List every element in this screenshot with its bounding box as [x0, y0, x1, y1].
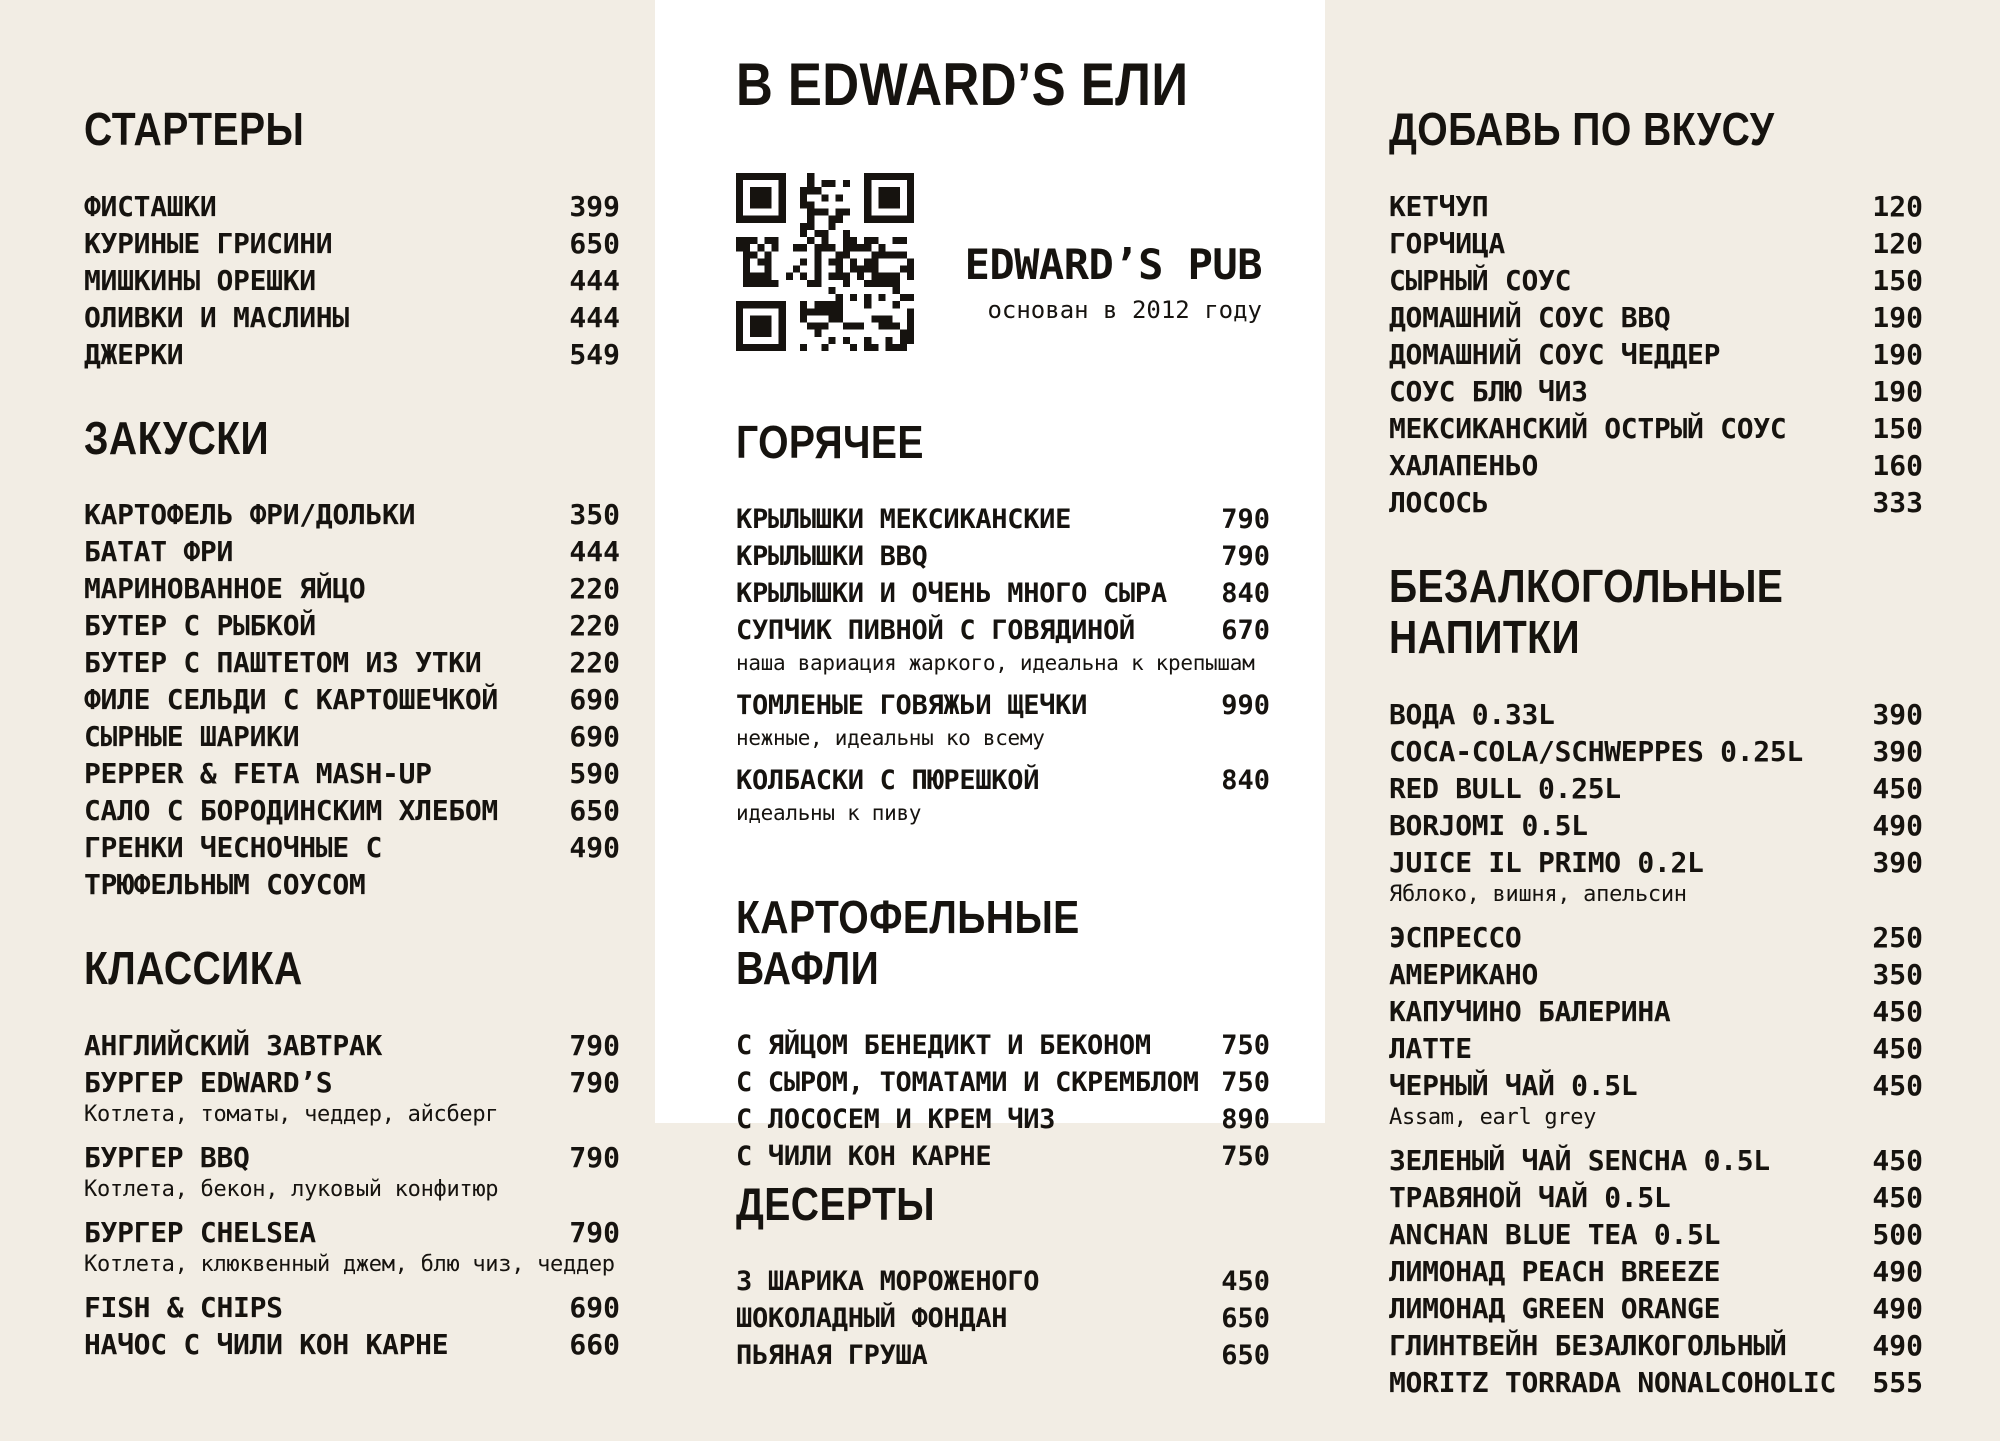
- menu-item: [1389, 1067, 1923, 1131]
- menu-item-row: [1389, 1067, 1923, 1104]
- menu-item: [84, 1289, 620, 1326]
- item-description: Котлета, томаты, чеддер, айсберг: [84, 1101, 499, 1127]
- item-price: 690: [569, 683, 620, 717]
- item-name: БУТЕР С РЫБКОЙ: [84, 609, 316, 643]
- menu-item-row: [1389, 188, 1923, 225]
- menu-item-row: [84, 1326, 620, 1363]
- menu-section: [736, 892, 1270, 1175]
- item-price: 690: [569, 1290, 620, 1324]
- item-price: 450: [1872, 994, 1923, 1028]
- below-sections: [736, 1179, 1270, 1374]
- menu-item-row: [84, 1064, 620, 1101]
- menu-item-row: [1389, 1216, 1923, 1253]
- menu-item: [1389, 1327, 1923, 1364]
- menu-section: [1389, 561, 1923, 1401]
- menu-item-row: [736, 1101, 1270, 1138]
- section-items: [84, 496, 620, 903]
- item-name: БУРГЕР EDWARD’S: [84, 1065, 333, 1099]
- menu-item-row: [1389, 696, 1923, 733]
- menu-item-row: [84, 607, 620, 644]
- item-price: 190: [1872, 337, 1923, 371]
- menu-item: [736, 1027, 1270, 1064]
- menu-item: [736, 612, 1270, 676]
- item-price: 650: [1221, 1339, 1270, 1371]
- menu-item-row: [1389, 1327, 1923, 1364]
- item-name: ТРАВЯНОЙ ЧАЙ 0.5L: [1389, 1180, 1671, 1214]
- item-name: JUICE IL PRIMO 0.2L: [1389, 845, 1704, 879]
- item-name: С СЫРОМ, ТОМАТАМИ И СКРЕМБЛОМ: [736, 1066, 1199, 1098]
- item-price: 220: [569, 572, 620, 606]
- menu-item-row: [84, 1027, 620, 1064]
- item-name: ТОМЛЕНЫЕ ГОВЯЖЬИ ЩЕЧКИ: [736, 689, 1088, 721]
- item-price: 790: [569, 1028, 620, 1062]
- item-price: 840: [1221, 764, 1270, 796]
- item-price: 790: [1221, 540, 1270, 572]
- menu-item-row: [84, 1214, 620, 1251]
- item-description: Assam, earl grey: [1389, 1104, 1597, 1130]
- menu-item: [84, 681, 620, 718]
- item-name: БУТЕР С ПАШТЕТОМ ИЗ УТКИ: [84, 646, 482, 680]
- menu-item: [1389, 447, 1923, 484]
- item-name: КРЫЛЫШКИ И ОЧЕНЬ МНОГО СЫРА: [736, 577, 1167, 609]
- item-name: С ЛОСОСЕМ И КРЕМ ЧИЗ: [736, 1103, 1056, 1135]
- item-description: Котлета, бекон, луковый конфитюр: [84, 1176, 499, 1202]
- menu-item: [736, 687, 1270, 751]
- item-name: ВОДА 0.33L: [1389, 697, 1555, 731]
- menu-item-row: [1389, 262, 1923, 299]
- item-name: СОУС БЛЮ ЧИЗ: [1389, 374, 1588, 408]
- item-description: Котлета, клюквенный джем, блю чиз, чеддер: [84, 1251, 615, 1277]
- menu-item: [1389, 336, 1923, 373]
- menu-item: [1389, 1142, 1923, 1179]
- item-name: MORITZ TORRADA NONALCOHOLIC: [1389, 1365, 1837, 1399]
- menu-item-row: [736, 612, 1270, 649]
- right-column: [1389, 0, 1923, 1441]
- item-price: 490: [1872, 808, 1923, 842]
- menu-item-row: [1389, 336, 1923, 373]
- menu-item-row: [736, 762, 1270, 799]
- item-name: БАТАТ ФРИ: [84, 535, 234, 569]
- item-name: КРЫЛЫШКИ МЕКСИКАНСКИЕ: [736, 503, 1072, 535]
- menu-item: [736, 1300, 1270, 1337]
- menu-item-row: [84, 299, 620, 336]
- item-price: 450: [1872, 1143, 1923, 1177]
- menu-item: [1389, 993, 1923, 1030]
- menu-item-row: [1389, 844, 1923, 881]
- menu-item-row: [736, 501, 1270, 538]
- menu-item: [1389, 919, 1923, 956]
- item-price: 444: [569, 300, 620, 334]
- item-price: 690: [569, 720, 620, 754]
- item-price: 444: [569, 263, 620, 297]
- item-name: BORJOMI 0.5L: [1389, 808, 1588, 842]
- section-title: БЕЗАЛКОГОЛЬНЫЕ НАПИТКИ: [1389, 559, 1784, 664]
- menu-item: [1389, 696, 1923, 733]
- left-column: [84, 0, 620, 1403]
- item-price: 150: [1872, 411, 1923, 445]
- item-price: 750: [1221, 1140, 1270, 1172]
- section-items: [736, 501, 1270, 826]
- menu-item: [736, 1337, 1270, 1374]
- item-name: БУРГЕР CHELSEA: [84, 1215, 316, 1249]
- item-name: АНГЛИЙСКИЙ ЗАВТРАК: [84, 1028, 383, 1062]
- item-price: 450: [1872, 1031, 1923, 1065]
- item-name: ДЖЕРКИ: [84, 337, 184, 371]
- menu-item: [84, 1139, 620, 1203]
- menu-item: [736, 1263, 1270, 1300]
- item-name: С ЯЙЦОМ БЕНЕДИКТ И БЕКОНОМ: [736, 1029, 1151, 1061]
- item-name: КЕТЧУП: [1389, 189, 1489, 223]
- menu-item-row: [84, 225, 620, 262]
- menu-item-row: [84, 533, 620, 570]
- menu-item-row: [1389, 1179, 1923, 1216]
- qr-brand-row: [736, 173, 1270, 351]
- section-title: СТАРТЕРЫ: [84, 103, 305, 155]
- menu-item: [1389, 1253, 1923, 1290]
- item-price: 444: [569, 535, 620, 569]
- menu-section: [84, 104, 620, 373]
- item-name: ГЛИНТВЕЙН БЕЗАЛКОГОЛЬНЫЙ: [1389, 1328, 1787, 1362]
- menu-item: [84, 644, 620, 681]
- item-name: СЫРНЫЕ ШАРИКИ: [84, 720, 300, 754]
- item-price: 790: [1221, 503, 1270, 535]
- menu-item-row: [84, 1289, 620, 1326]
- menu-item: [1389, 484, 1923, 521]
- menu-item-row: [1389, 225, 1923, 262]
- item-price: 390: [1872, 697, 1923, 731]
- item-price: 590: [569, 757, 620, 791]
- menu-item: [84, 792, 620, 829]
- menu-item-row: [736, 575, 1270, 612]
- menu-item: [1389, 1216, 1923, 1253]
- item-name: МЕКСИКАНСКИЙ ОСТРЫЙ СОУС: [1389, 411, 1787, 445]
- item-price: 220: [569, 646, 620, 680]
- item-description: идеальны к пиву: [736, 800, 922, 825]
- item-price: 490: [569, 831, 620, 865]
- item-price: 549: [569, 337, 620, 371]
- item-price: 160: [1872, 448, 1923, 482]
- menu-item-row: [84, 262, 620, 299]
- menu-section: [736, 417, 1270, 826]
- menu-item: [84, 188, 620, 225]
- center-column: [655, 0, 1325, 1414]
- item-name: ЧЕРНЫЙ ЧАЙ 0.5L: [1389, 1068, 1638, 1102]
- menu-item-row: [736, 1138, 1270, 1175]
- item-name: ПЬЯНАЯ ГРУША: [736, 1339, 928, 1371]
- menu-item-row: [1389, 1364, 1923, 1401]
- item-price: 220: [569, 609, 620, 643]
- menu-item-row: [1389, 919, 1923, 956]
- item-name: СЫРНЫЙ СОУС: [1389, 263, 1572, 297]
- item-name: САЛО С БОРОДИНСКИМ ХЛЕБОМ: [84, 794, 498, 828]
- right-sections: [1389, 104, 1923, 1401]
- menu-item: [84, 607, 620, 644]
- item-name: КАПУЧИНО БАЛЕРИНА: [1389, 994, 1671, 1028]
- menu-item-row: [1389, 1030, 1923, 1067]
- item-name: ДОМАШНИЙ СОУС ЧЕДДЕР: [1389, 337, 1721, 371]
- menu-item-row: [84, 792, 620, 829]
- item-name: С ЧИЛИ КОН КАРНЕ: [736, 1140, 992, 1172]
- item-price: 890: [1221, 1103, 1270, 1135]
- menu-item: [1389, 1179, 1923, 1216]
- item-price: 333: [1872, 485, 1923, 519]
- item-price: 399: [569, 189, 620, 223]
- section-items: [84, 1027, 620, 1363]
- menu-item: [1389, 956, 1923, 993]
- menu-item-row: [1389, 770, 1923, 807]
- item-name: ГОРЧИЦА: [1389, 226, 1505, 260]
- menu-item: [1389, 733, 1923, 770]
- menu-item-row: [1389, 733, 1923, 770]
- menu-item-row: [736, 538, 1270, 575]
- item-name: ЛИМОНАД PEACH BREEZE: [1389, 1254, 1721, 1288]
- menu-item: [1389, 1290, 1923, 1327]
- menu-item: [84, 1326, 620, 1363]
- item-price: 450: [1872, 1068, 1923, 1102]
- card-sections: [736, 417, 1270, 1175]
- menu-item: [1389, 1030, 1923, 1067]
- item-name: ANCHAN BLUE TEA 0.5L: [1389, 1217, 1721, 1251]
- menu-section: [736, 1179, 1270, 1374]
- menu-item-row: [84, 829, 620, 903]
- item-name: ОЛИВКИ И МАСЛИНЫ: [84, 300, 349, 334]
- menu-item: [84, 225, 620, 262]
- section-title: ГОРЯЧЕЕ: [736, 416, 924, 468]
- section-title: ДЕСЕРТЫ: [736, 1178, 935, 1230]
- menu-item: [1389, 299, 1923, 336]
- item-price: 120: [1872, 189, 1923, 223]
- menu-item: [1389, 410, 1923, 447]
- menu-item: [84, 570, 620, 607]
- item-price: 840: [1221, 577, 1270, 609]
- menu-item: [84, 755, 620, 792]
- menu-item: [1389, 1364, 1923, 1401]
- item-description: наша вариация жаркого, идеальна к крепышам: [736, 650, 1255, 675]
- menu-item-row: [1389, 484, 1923, 521]
- section-title: ЗАКУСКИ: [84, 411, 270, 464]
- menu-item: [736, 538, 1270, 575]
- item-price: 555: [1872, 1365, 1923, 1399]
- menu-item: [84, 1214, 620, 1278]
- menu-item-row: [84, 188, 620, 225]
- item-price: 650: [1221, 1302, 1270, 1334]
- item-price: 390: [1872, 734, 1923, 768]
- menu-item-row: [1389, 373, 1923, 410]
- menu-item: [84, 1027, 620, 1064]
- item-description: Яблоко, вишня, апельсин: [1389, 881, 1687, 907]
- item-price: 670: [1221, 614, 1270, 646]
- menu-item-row: [1389, 1142, 1923, 1179]
- item-price: 660: [569, 1327, 620, 1361]
- brand-name: EDWARD’S PUB: [964, 239, 1262, 289]
- menu-item-row: [1389, 993, 1923, 1030]
- section-title: КАРТОФЕЛЬНЫЕ ВАФЛИ: [736, 890, 1080, 995]
- item-price: 750: [1221, 1066, 1270, 1098]
- card-title: В EDWARD’S ЕЛИ: [736, 51, 1189, 118]
- white-card: [655, 0, 1325, 1172]
- item-price: 190: [1872, 374, 1923, 408]
- menu-item-row: [736, 687, 1270, 724]
- menu-item-row: [84, 1139, 620, 1176]
- item-price: 490: [1872, 1254, 1923, 1288]
- menu-section: [84, 943, 620, 1363]
- item-name: ЛОСОСЬ: [1389, 485, 1489, 519]
- section-items: [736, 1027, 1270, 1175]
- item-name: НАЧОС С ЧИЛИ КОН КАРНЕ: [84, 1327, 449, 1361]
- item-name: RED BULL 0.25L: [1389, 771, 1621, 805]
- menu-item: [1389, 807, 1923, 844]
- menu-item-row: [84, 336, 620, 373]
- menu-item: [1389, 844, 1923, 908]
- section-items: [1389, 696, 1923, 1401]
- item-name: ХАЛАПЕНЬО: [1389, 448, 1539, 482]
- item-name: ЛИМОНАД GREEN ORANGE: [1389, 1291, 1721, 1325]
- item-price: 390: [1872, 845, 1923, 879]
- item-price: 790: [569, 1065, 620, 1099]
- menu-item: [736, 575, 1270, 612]
- item-price: 500: [1872, 1217, 1923, 1251]
- item-price: 450: [1872, 1180, 1923, 1214]
- menu-item-row: [1389, 956, 1923, 993]
- item-name: ЛАТТЕ: [1389, 1031, 1472, 1065]
- menu-item: [84, 262, 620, 299]
- item-name: КРЫЛЫШКИ BBQ: [736, 540, 928, 572]
- menu-item-row: [736, 1337, 1270, 1374]
- menu-item: [84, 299, 620, 336]
- section-title: КЛАССИКА: [84, 942, 303, 995]
- item-name: PEPPER & FETA MASH-UP: [84, 757, 432, 791]
- item-price: 190: [1872, 300, 1923, 334]
- menu-item: [1389, 770, 1923, 807]
- item-name: ФИЛЕ СЕЛЬДИ С КАРТОШЕЧКОЙ: [84, 683, 498, 717]
- menu-item-row: [1389, 410, 1923, 447]
- item-name: КОЛБАСКИ С ПЮРЕШКОЙ: [736, 764, 1040, 796]
- menu-item-row: [1389, 299, 1923, 336]
- item-name: ШОКОЛАДНЫЙ ФОНДАН: [736, 1302, 1008, 1334]
- menu-section: [1389, 104, 1923, 521]
- item-price: 450: [1872, 771, 1923, 805]
- menu-item-row: [84, 644, 620, 681]
- menu-item-row: [736, 1300, 1270, 1337]
- item-price: 120: [1872, 226, 1923, 260]
- qr-code: [736, 173, 914, 351]
- item-price: 490: [1872, 1328, 1923, 1362]
- brand-block: [914, 215, 1270, 351]
- item-price: 490: [1872, 1291, 1923, 1325]
- menu-item-row: [84, 718, 620, 755]
- item-price: 990: [1221, 689, 1270, 721]
- item-price: 350: [569, 498, 620, 532]
- item-price: 790: [569, 1215, 620, 1249]
- section-items: [736, 1263, 1270, 1374]
- menu-item: [84, 496, 620, 533]
- item-name: БУРГЕР BBQ: [84, 1140, 250, 1174]
- left-sections: [84, 104, 620, 1363]
- menu-item-row: [84, 496, 620, 533]
- menu-item: [736, 1064, 1270, 1101]
- menu-item: [736, 1138, 1270, 1175]
- item-description: нежные, идеальны ко всему: [736, 725, 1045, 750]
- item-name: ГРЕНКИ ЧЕСНОЧНЫЕ С ТРЮФЕЛЬНЫМ СОУСОМ: [84, 831, 383, 902]
- menu-item: [1389, 188, 1923, 225]
- item-price: 650: [569, 226, 620, 260]
- desserts-area: [655, 1179, 1325, 1374]
- section-title: ДОБАВЬ ПО ВКУСУ: [1389, 103, 1775, 155]
- item-name: АМЕРИКАНО: [1389, 957, 1539, 991]
- item-price: 450: [1221, 1265, 1270, 1297]
- item-name: ДОМАШНИЙ СОУС BBQ: [1389, 300, 1671, 334]
- menu-item-row: [1389, 807, 1923, 844]
- menu-item: [736, 501, 1270, 538]
- menu-item-row: [736, 1027, 1270, 1064]
- menu-item: [84, 829, 620, 903]
- item-name: МАРИНОВАННОЕ ЯЙЦО: [84, 572, 366, 606]
- item-name: ФИСТАШКИ: [84, 189, 217, 223]
- menu-item-row: [736, 1064, 1270, 1101]
- item-name: КУРИНЫЕ ГРИСИНИ: [84, 226, 333, 260]
- menu-item-row: [1389, 1290, 1923, 1327]
- item-name: КАРТОФЕЛЬ ФРИ/ДОЛЬКИ: [84, 498, 416, 532]
- menu-item: [736, 762, 1270, 826]
- item-name: ЗЕЛЕНЫЙ ЧАЙ SENCHA 0.5L: [1389, 1143, 1770, 1177]
- menu-item: [1389, 225, 1923, 262]
- menu-item: [84, 1064, 620, 1128]
- menu-item: [84, 336, 620, 373]
- menu-item-row: [84, 570, 620, 607]
- menu-section: [84, 413, 620, 904]
- item-name: 3 ШАРИКА МОРОЖЕНОГО: [736, 1265, 1040, 1297]
- item-name: МИШКИНЫ ОРЕШКИ: [84, 263, 316, 297]
- section-items: [84, 188, 620, 373]
- item-price: 250: [1872, 920, 1923, 954]
- menu-item: [736, 1101, 1270, 1138]
- item-name: ЭСПРЕССО: [1389, 920, 1522, 954]
- section-items: [1389, 188, 1923, 521]
- item-price: 650: [569, 794, 620, 828]
- menu-item-row: [736, 1263, 1270, 1300]
- brand-subtitle: основан в 2012 году: [987, 295, 1262, 324]
- menu-item-row: [84, 681, 620, 718]
- menu-item: [84, 718, 620, 755]
- menu-item-row: [84, 755, 620, 792]
- item-price: 150: [1872, 263, 1923, 297]
- menu-item: [84, 533, 620, 570]
- item-price: 350: [1872, 957, 1923, 991]
- menu-item: [1389, 373, 1923, 410]
- menu-item-row: [1389, 1253, 1923, 1290]
- item-price: 750: [1221, 1029, 1270, 1061]
- item-price: 790: [569, 1140, 620, 1174]
- item-name: COCA-COLA/SCHWEPPES 0.25L: [1389, 734, 1803, 768]
- menu-item: [1389, 262, 1923, 299]
- menu-item-row: [1389, 447, 1923, 484]
- item-name: FISH & CHIPS: [84, 1290, 283, 1324]
- item-name: СУПЧИК ПИВНОЙ С ГОВЯДИНОЙ: [736, 614, 1135, 646]
